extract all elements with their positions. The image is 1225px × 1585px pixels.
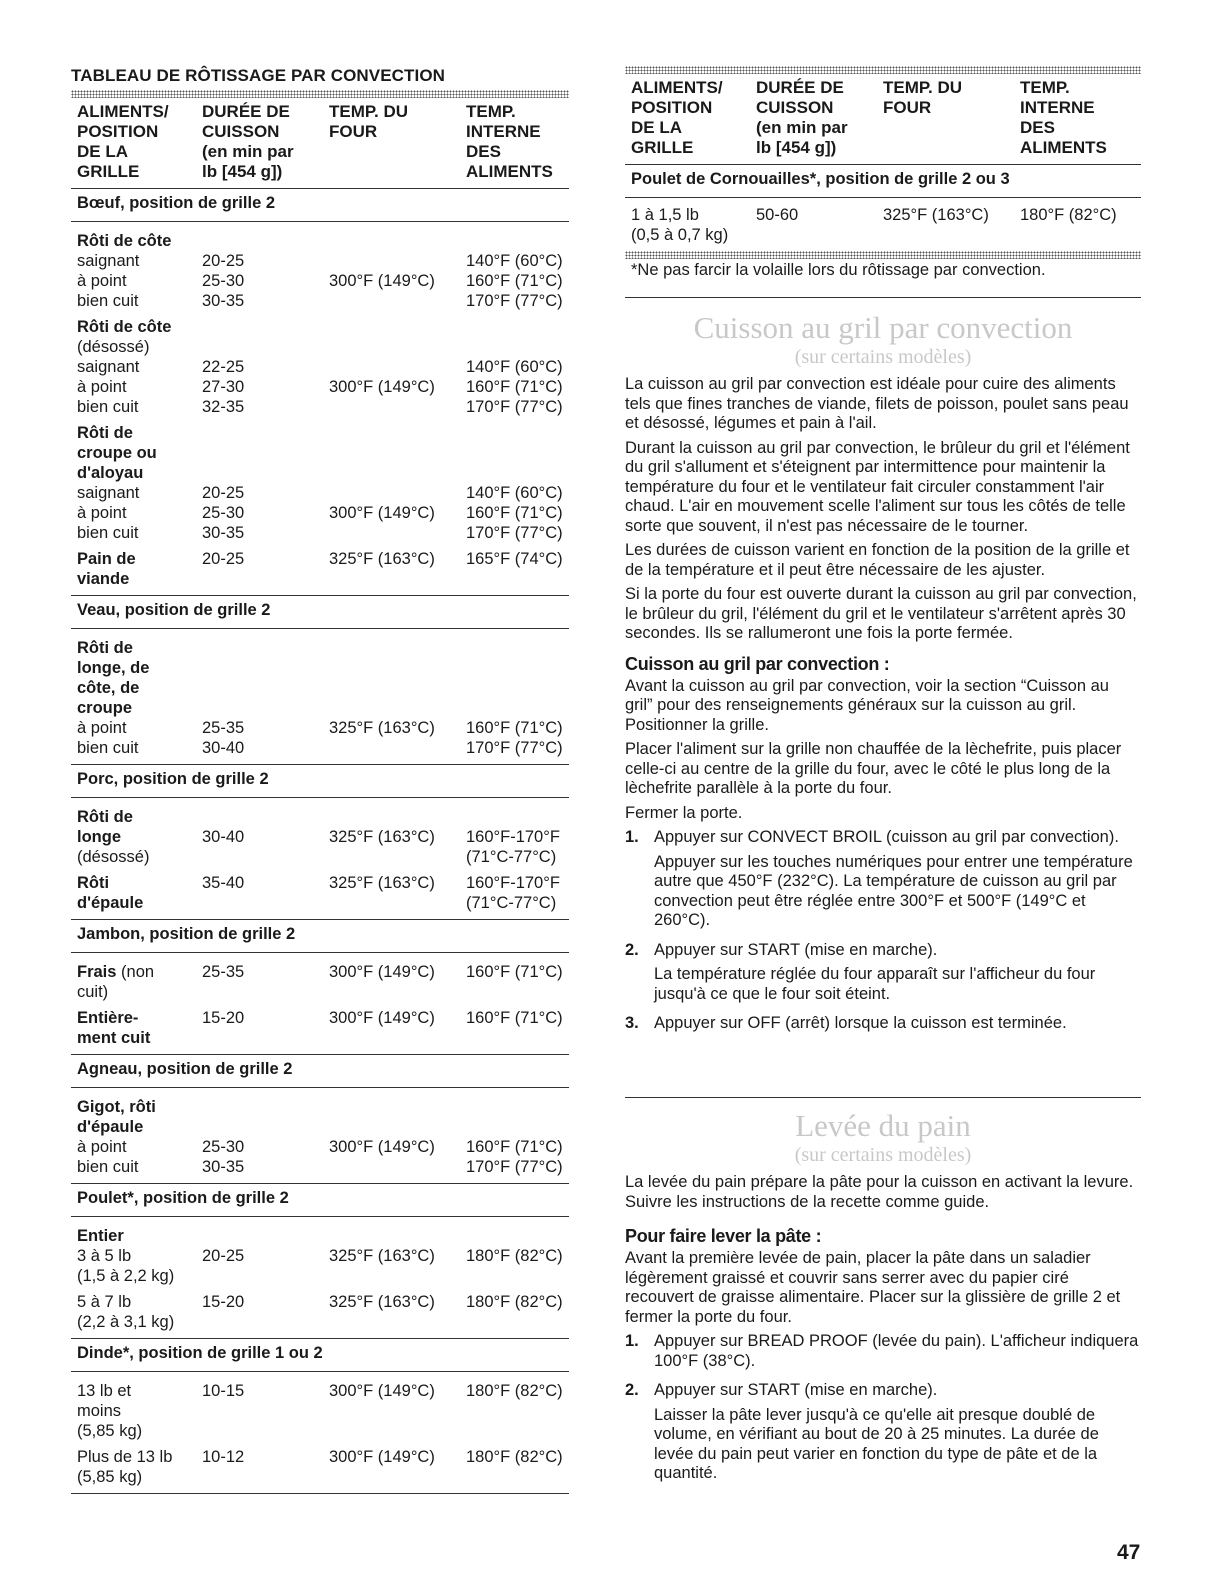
food-name: Rôti de longe xyxy=(77,808,133,846)
oven-temp-cell: 300°F (149°C) xyxy=(329,1448,435,1466)
food-name: 3 à 5 lb (1,5 à 2,2 kg) xyxy=(77,1247,175,1285)
internal-temp-cell: 180°F (82°C) xyxy=(466,1448,563,1466)
food-cell xyxy=(77,377,202,397)
section-body xyxy=(71,629,569,765)
food-name: bien cuit xyxy=(77,739,139,757)
step-line: La température réglée du four apparaît sur l'afficheur du four jusqu'à ce que le four soit éteint. xyxy=(654,965,1096,1003)
food-cell xyxy=(77,718,202,738)
table-row xyxy=(71,483,569,503)
cook-time-cell: 10-12 xyxy=(202,1448,245,1466)
oven-temp-cell: 325°F (163°C) xyxy=(329,874,435,892)
internal-temp-cell: 160°F-170°F (71°C-77°C) xyxy=(466,828,560,866)
group-label: Entier xyxy=(77,1227,124,1245)
oven-temp-cell: 300°F (149°C) xyxy=(329,378,435,396)
step-number: 1. xyxy=(625,1332,639,1350)
internal-temp-cell: 160°F-170°F (71°C-77°C) xyxy=(466,874,560,912)
column-header: DURÉE DE CUISSON (en min par lb [454 g]) xyxy=(202,102,294,181)
step-line: Appuyer sur START (mise en marche). xyxy=(654,940,938,959)
group-label: Rôti de longe, de côte, de croupe xyxy=(77,639,150,717)
food-cell xyxy=(77,251,202,271)
cook-time-cell: 30-40 xyxy=(202,739,245,757)
food-name: Entière- ment cuit xyxy=(77,1009,151,1047)
cook-time-cell: 22-25 xyxy=(202,358,245,376)
section-body xyxy=(71,222,569,596)
table-row xyxy=(71,377,569,397)
table-row xyxy=(71,807,569,867)
step-number: 1. xyxy=(625,828,639,846)
cornish-hen-table xyxy=(625,66,1141,286)
food-name: Frais xyxy=(77,963,117,981)
internal-temp-cell: 160°F (71°C) xyxy=(466,1009,563,1027)
oven-temp-cell xyxy=(329,397,466,417)
oven-temp-cell xyxy=(329,357,466,377)
food-name: à point xyxy=(77,504,127,522)
paragraph: Avant la cuisson au gril par convection, voir la section “Cuisson au gril” pour des renseignements généraux sur la cuisson au gril. Positionner la grille. xyxy=(625,676,1109,734)
internal-temp-cell: 160°F (71°C) xyxy=(466,1138,563,1156)
column-header: ALIMENTS/ POSITION DE LA GRILLE xyxy=(631,78,723,157)
food-cell xyxy=(77,807,202,867)
section-subheading: (sur certains modèles) xyxy=(794,346,972,368)
table-row xyxy=(71,357,569,377)
step-number: 2. xyxy=(625,940,639,959)
food-name: saignant xyxy=(77,358,140,376)
procedure-title: Pour faire lever la pâte : xyxy=(625,1226,822,1246)
table-row xyxy=(71,1292,569,1332)
food-cell xyxy=(77,1381,202,1441)
section-title: Veau, position de grille 2 xyxy=(71,596,569,629)
oven-temp-cell: 300°F (149°C) xyxy=(329,504,435,522)
table-row xyxy=(71,1447,569,1487)
group-label: Rôti de côte xyxy=(77,318,172,336)
step-text xyxy=(654,1332,1141,1376)
cook-time-cell: 50-60 xyxy=(756,206,799,224)
paragraph: Placer l'aliment sur la grille non chauffée de la lèchefrite, puis placer celle-ci au centre de la grille du four, avec le côté le plus long de la lèchefrite parallèle à la porte du four. xyxy=(625,740,1122,797)
food-cell xyxy=(77,1137,202,1157)
oven-temp-cell: 325°F (163°C) xyxy=(329,828,435,846)
dotted-rule xyxy=(625,251,1141,259)
step-line: Appuyer sur les touches numériques pour entrer une température autre que 450°F (232°C). La température de cuisson au gril par convection peut être réglée entre 300°F et 500°F (149°C et 260°C). xyxy=(654,852,1133,929)
internal-temp-cell: 170°F (77°C) xyxy=(466,1158,563,1176)
food-cell xyxy=(77,397,202,417)
step-text xyxy=(654,1014,1141,1039)
table-row xyxy=(71,397,569,417)
oven-temp-cell xyxy=(329,251,466,271)
food-cell xyxy=(77,1246,202,1286)
oven-temp-cell: 300°F (149°C) xyxy=(329,1009,435,1027)
food-cell xyxy=(77,503,202,523)
table-row xyxy=(71,291,569,311)
oven-temp-cell: 325°F (163°C) xyxy=(329,550,435,568)
section-title: Poulet*, position de grille 2 xyxy=(71,1184,569,1217)
cook-time-cell: 20-25 xyxy=(202,484,245,502)
table-row xyxy=(71,873,569,913)
cook-time-cell: 25-30 xyxy=(202,272,245,290)
intro-paragraph: La levée du pain prépare la pâte pour la cuisson en activant la levure. Suivre les instructions de la recette comme guide. xyxy=(625,1173,1134,1211)
paragraph: Durant la cuisson au gril par convection, le brûleur du gril et l'élément du gril s'allument et s'éteignent par intermittence pour maintenir la température du four et le ventilateur fait circuler constamment l'air chaud. L'air en mouvement scelle l'aliment sur tous les côtés de telle sorte que souvent, il n'est pas nécessaire de le tourner. xyxy=(625,438,1130,535)
food-note: (non cuit) xyxy=(77,963,155,1001)
convect-broil-section xyxy=(625,310,1141,1044)
table-row xyxy=(625,198,1141,251)
cook-time-cell: 15-20 xyxy=(202,1009,245,1027)
dotted-rule xyxy=(71,90,569,98)
table-row xyxy=(71,738,569,758)
oven-temp-cell: 325°F (163°C) xyxy=(329,1247,435,1265)
column-header: DURÉE DE CUISSON (en min par lb [454 g]) xyxy=(756,78,848,157)
procedure-title: Cuisson au gril par convection : xyxy=(625,653,890,674)
procedure-paragraphs xyxy=(625,677,1141,824)
internal-temp-cell: 170°F (77°C) xyxy=(466,739,563,757)
group-label: Gigot, rôti d'épaule xyxy=(77,1098,156,1136)
paragraph: Si la porte du four est ouverte durant la cuisson au gril par convection, le brûleur du gril, l'élément du gril et le ventilateur s'arrêtent après 30 secondes. Ils se rallumeront une fois la porte fermée. xyxy=(625,585,1137,642)
section-body xyxy=(71,1372,569,1494)
section-title: Porc, position de grille 2 xyxy=(71,765,569,798)
section-paragraphs xyxy=(625,375,1141,644)
oven-temp-cell: 325°F (163°C) xyxy=(883,206,989,224)
oven-temp-cell: 325°F (163°C) xyxy=(329,1293,435,1311)
section-body xyxy=(71,798,569,920)
food-cell xyxy=(77,962,202,1002)
oven-temp-cell: 325°F (163°C) xyxy=(329,719,435,737)
oven-temp-cell xyxy=(329,1157,466,1177)
page-number: 47 xyxy=(1117,1541,1141,1564)
step-line: Appuyer sur START (mise en marche). xyxy=(654,1381,938,1399)
food-name: à point xyxy=(77,1138,127,1156)
internal-temp-cell: 180°F (82°C) xyxy=(466,1293,563,1311)
table-row xyxy=(71,1008,569,1048)
cook-time-cell: 30-35 xyxy=(202,1158,245,1176)
step-item xyxy=(625,941,1141,1010)
table-title: TABLEAU DE RÔTISSAGE PAR CONVECTION xyxy=(71,66,446,85)
table-row xyxy=(71,1246,569,1286)
food-name: bien cuit xyxy=(77,1158,139,1176)
cook-time-cell: 20-25 xyxy=(202,1247,245,1265)
group-label: Rôti de côte xyxy=(77,232,172,250)
table-row xyxy=(71,718,569,738)
food-name: saignant xyxy=(77,484,140,502)
cook-time-cell: 20-25 xyxy=(202,550,245,568)
section-title: Bœuf, position de grille 2 xyxy=(71,189,569,222)
table-body xyxy=(71,189,569,1494)
step-line: Appuyer sur OFF (arrêt) lorsque la cuisson est terminée. xyxy=(654,1014,1067,1032)
section-title: Dinde*, position de grille 1 ou 2 xyxy=(71,1339,569,1372)
internal-temp-cell: 180°F (82°C) xyxy=(1020,206,1117,224)
internal-temp-cell: 160°F (71°C) xyxy=(466,378,563,396)
column-header: TEMP. DU FOUR xyxy=(883,78,963,117)
procedure-paragraph: Avant la première levée de pain, placer la pâte dans un saladier légèrement graissé et couvrir sans serrer avec du papier ciré recouvert de graisse alimentaire. Placer sur la glissière de grille 2 et fermer la porte du four. xyxy=(625,1249,1121,1326)
cook-time-cell: 30-35 xyxy=(202,524,245,542)
section-heading: Levée du pain xyxy=(795,1108,971,1143)
food-name: saignant xyxy=(77,252,140,270)
oven-temp-cell: 300°F (149°C) xyxy=(329,963,435,981)
step-line: Appuyer sur CONVECT BROIL (cuisson au gril par convection). xyxy=(654,828,1119,846)
procedure-steps xyxy=(625,1332,1141,1489)
food-name: bien cuit xyxy=(77,524,139,542)
dotted-rule xyxy=(625,66,1141,74)
step-item xyxy=(625,828,1141,936)
oven-temp-cell: 300°F (149°C) xyxy=(329,1138,435,1156)
food-name: bien cuit xyxy=(77,292,139,310)
food-cell xyxy=(77,357,202,377)
cook-time-cell: 27-30 xyxy=(202,378,245,396)
food-cell xyxy=(77,1292,202,1332)
section-body xyxy=(71,1217,569,1339)
section-heading: Cuisson au gril par convection xyxy=(693,310,1073,345)
food-cell xyxy=(77,1157,202,1177)
table-row xyxy=(71,1157,569,1177)
table-row xyxy=(71,251,569,271)
paragraph: Les durées de cuisson varient en fonction de la position de la grille et de la température et il peut être nécessaire de les ajuster. xyxy=(625,541,1130,579)
internal-temp-cell: 140°F (60°C) xyxy=(466,252,563,270)
cook-time-cell: 10-15 xyxy=(202,1382,245,1400)
paragraph: La cuisson au gril par convection est idéale pour cuire des aliments tels que fines tranches de viande, filets de poisson, poulet sans peau et désossé, légumes et pain à l'ail. xyxy=(625,375,1129,432)
food-cell xyxy=(77,523,202,543)
table-header xyxy=(71,98,569,189)
step-line: Laisser la pâte lever jusqu'à ce qu'elle ait presque doublé de volume, en vérifiant au bout de 20 à 25 minutes. La durée de levée du pain peut varier en fonction du type de pâte et de la quantité. xyxy=(654,1405,1099,1482)
cook-time-cell: 15-20 xyxy=(202,1293,245,1311)
step-number: 3. xyxy=(625,1014,639,1032)
table-row xyxy=(71,1381,569,1441)
step-text xyxy=(654,1381,1141,1489)
section-body xyxy=(71,953,569,1055)
internal-temp-cell: 180°F (82°C) xyxy=(466,1247,563,1265)
cook-time-cell: 25-35 xyxy=(202,963,245,981)
food-cell xyxy=(77,549,202,589)
table-row xyxy=(71,962,569,1002)
food-name: à point xyxy=(77,719,127,737)
food-cell xyxy=(77,1447,202,1487)
oven-temp-cell xyxy=(329,738,466,758)
food-cell xyxy=(77,271,202,291)
bread-proof-section xyxy=(625,1108,1141,1494)
divider xyxy=(625,297,1141,298)
section-title: Poulet de Cornouailles*, position de grille 2 ou 3 xyxy=(625,165,1141,198)
food-cell xyxy=(77,738,202,758)
table-row xyxy=(71,271,569,291)
cook-time-cell: 30-40 xyxy=(202,828,245,846)
internal-temp-cell: 170°F (77°C) xyxy=(466,398,563,416)
internal-temp-cell: 140°F (60°C) xyxy=(466,358,563,376)
food-name: 1 à 1,5 lb (0,5 à 0,7 kg) xyxy=(631,206,729,244)
internal-temp-cell: 160°F (71°C) xyxy=(466,719,563,737)
step-item xyxy=(625,1014,1141,1039)
food-name: 13 lb et moins (5,85 kg) xyxy=(77,1382,143,1440)
cook-time-cell: 35-40 xyxy=(202,874,245,892)
internal-temp-cell: 170°F (77°C) xyxy=(466,524,563,542)
table-row xyxy=(71,523,569,543)
column-header: TEMP. INTERNE DES ALIMENTS xyxy=(466,102,553,181)
food-name: Pain de viande xyxy=(77,550,136,588)
food-name: à point xyxy=(77,272,127,290)
food-name: bien cuit xyxy=(77,398,139,416)
table-row xyxy=(71,549,569,589)
oven-temp-cell: 300°F (149°C) xyxy=(329,272,435,290)
paragraph: Fermer la porte. xyxy=(625,803,743,822)
food-name: Plus de 13 lb (5,85 kg) xyxy=(77,1448,173,1486)
cook-time-cell: 25-30 xyxy=(202,504,245,522)
food-cell xyxy=(77,873,202,913)
table-footnote: *Ne pas farcir la volaille lors du rôtissage par convection. xyxy=(631,261,1046,279)
food-cell xyxy=(77,1008,202,1048)
internal-temp-cell: 140°F (60°C) xyxy=(466,484,563,502)
step-line: Appuyer sur BREAD PROOF (levée du pain). L'afficheur indiquera 100°F (38°C). xyxy=(654,1332,1139,1370)
food-cell xyxy=(77,291,202,311)
cook-time-cell: 25-30 xyxy=(202,1138,245,1156)
internal-temp-cell: 170°F (77°C) xyxy=(466,292,563,310)
group-label: Rôti de croupe ou d'aloyau xyxy=(77,424,157,482)
step-text xyxy=(654,828,1141,936)
internal-temp-cell: 160°F (71°C) xyxy=(466,963,563,981)
section-body xyxy=(71,1088,569,1184)
step-item xyxy=(625,1381,1141,1489)
cook-time-cell: 20-25 xyxy=(202,252,245,270)
oven-temp-cell xyxy=(329,291,466,311)
step-number: 2. xyxy=(625,1381,639,1399)
procedure-steps xyxy=(625,828,1141,1039)
oven-temp-cell xyxy=(329,483,466,503)
cook-time-cell: 30-35 xyxy=(202,292,245,310)
oven-temp-cell xyxy=(329,523,466,543)
food-note: (désossé) xyxy=(77,848,150,866)
cook-time-cell: 32-35 xyxy=(202,398,245,416)
column-header: TEMP. INTERNE DES ALIMENTS xyxy=(1020,78,1107,157)
oven-temp-cell: 300°F (149°C) xyxy=(329,1382,435,1400)
section-subheading: (sur certains modèles) xyxy=(794,1144,972,1166)
divider xyxy=(625,1097,1141,1098)
food-cell xyxy=(77,483,202,503)
table-header xyxy=(625,74,1141,165)
group-sublabel: (désossé) xyxy=(77,338,150,356)
food-name: 5 à 7 lb (2,2 à 3,1 kg) xyxy=(77,1293,175,1331)
section-title: Jambon, position de grille 2 xyxy=(71,920,569,953)
cook-time-cell: 25-35 xyxy=(202,719,245,737)
internal-temp-cell: 160°F (71°C) xyxy=(466,504,563,522)
section-title: Agneau, position de grille 2 xyxy=(71,1055,569,1088)
table-row xyxy=(71,1137,569,1157)
table-row xyxy=(71,503,569,523)
food-name: à point xyxy=(77,378,127,396)
food-name: Rôti d'épaule xyxy=(77,874,144,912)
internal-temp-cell: 180°F (82°C) xyxy=(466,1382,563,1400)
roasting-table xyxy=(71,90,569,1494)
column-header: ALIMENTS/ POSITION DE LA GRILLE xyxy=(77,102,169,181)
column-header: TEMP. DU FOUR xyxy=(329,102,409,141)
step-text xyxy=(654,941,1141,1010)
step-item xyxy=(625,1332,1141,1376)
internal-temp-cell: 160°F (71°C) xyxy=(466,272,563,290)
internal-temp-cell: 165°F (74°C) xyxy=(466,550,563,568)
